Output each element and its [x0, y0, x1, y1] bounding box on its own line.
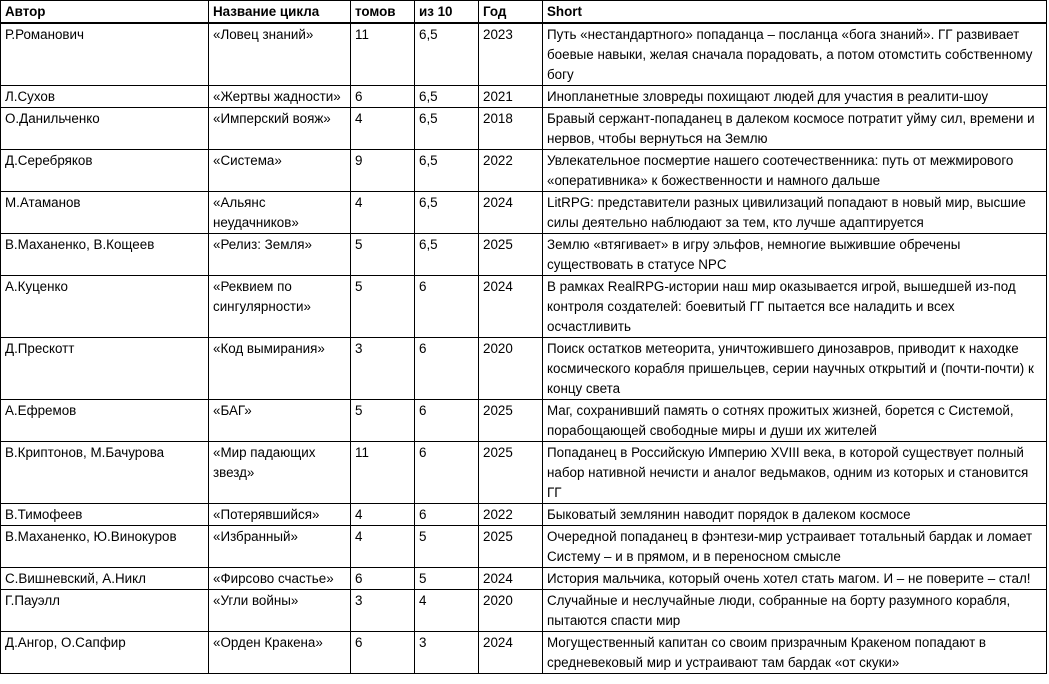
table-row: [1, 526, 1047, 568]
cell-title[interactable]: «БАГ»: [209, 400, 351, 442]
cell-volumes[interactable]: 5: [351, 276, 415, 338]
cell-short[interactable]: История мальчика, который очень хотел стать магом. И – не поверите – стал!: [543, 568, 1047, 590]
header-score[interactable]: из 10: [415, 1, 479, 24]
cell-title[interactable]: «Потерявшийся»: [209, 504, 351, 526]
cell-volumes[interactable]: 5: [351, 234, 415, 276]
cell-short[interactable]: Маг, сохранивший память о сотнях прожитых жизней, борется с Системой, порабощающей свободные миры и души их жителей: [543, 400, 1047, 442]
cell-score[interactable]: 6: [415, 276, 479, 338]
cell-score[interactable]: 6,5: [415, 234, 479, 276]
table-row: [1, 108, 1047, 150]
cell-short[interactable]: Попаданец в Российскую Империю XVIII века, в которой существует полный набор нативной нечисти и аналог ведьмаков, одним из которых и становится ГГ: [543, 442, 1047, 504]
cell-title[interactable]: «Альянс неудачников»: [209, 192, 351, 234]
cell-year[interactable]: 2020: [479, 338, 543, 400]
cell-short[interactable]: Могущественный капитан со своим призрачным Кракеном попадают в средневековый мир и устраивают там бардак «от скуки»: [543, 632, 1047, 674]
cell-short[interactable]: Землю «втягивает» в игру эльфов, немногие выжившие обречены существовать в статусе NPC: [543, 234, 1047, 276]
cell-volumes[interactable]: 3: [351, 338, 415, 400]
cell-volumes[interactable]: 4: [351, 526, 415, 568]
table-row: [1, 234, 1047, 276]
cell-year[interactable]: 2022: [479, 504, 543, 526]
cell-year[interactable]: 2024: [479, 632, 543, 674]
cell-short[interactable]: Очередной попаданец в фэнтези-мир устраивает тотальный бардак и ломает Систему – и в прямом, и в переносном смысле: [543, 526, 1047, 568]
cell-title[interactable]: «Фирсово счастье»: [209, 568, 351, 590]
cell-volumes[interactable]: 5: [351, 400, 415, 442]
cell-score[interactable]: 6: [415, 442, 479, 504]
cell-short[interactable]: Инопланетные зловреды похищают людей для участия в реалити-шоу: [543, 86, 1047, 108]
cell-title[interactable]: «Угли войны»: [209, 590, 351, 632]
cell-title[interactable]: «Жертвы жадности»: [209, 86, 351, 108]
cell-title[interactable]: «Релиз: Земля»: [209, 234, 351, 276]
cell-volumes[interactable]: 6: [351, 568, 415, 590]
cell-score[interactable]: 6,5: [415, 86, 479, 108]
header-year[interactable]: Год: [479, 1, 543, 24]
cell-author[interactable]: В.Тимофеев: [1, 504, 209, 526]
cell-year[interactable]: 2025: [479, 526, 543, 568]
cell-title[interactable]: «Имперский вояж»: [209, 108, 351, 150]
cell-volumes[interactable]: 6: [351, 86, 415, 108]
header-volumes[interactable]: томов: [351, 1, 415, 24]
cell-score[interactable]: 6,5: [415, 192, 479, 234]
cell-year[interactable]: 2024: [479, 276, 543, 338]
table-row: [1, 442, 1047, 504]
cell-year[interactable]: 2025: [479, 442, 543, 504]
cell-author[interactable]: О.Данильченко: [1, 108, 209, 150]
cell-year[interactable]: 2025: [479, 234, 543, 276]
cell-author[interactable]: В.Криптонов, М.Бачурова: [1, 442, 209, 504]
table-row: [1, 86, 1047, 108]
table-row: [1, 276, 1047, 338]
cell-author[interactable]: В.Маханенко, В.Кощеев: [1, 234, 209, 276]
cell-author[interactable]: Д.Ангор, О.Сапфир: [1, 632, 209, 674]
table-body: [1, 23, 1047, 674]
cell-score[interactable]: 6,5: [415, 150, 479, 192]
table-row: [1, 590, 1047, 632]
cell-volumes[interactable]: 9: [351, 150, 415, 192]
cell-short[interactable]: Увлекательное посмертие нашего соотечественника: путь от межмирового «оперативника» к божественности и намного дальше: [543, 150, 1047, 192]
cell-author[interactable]: Д.Серебряков: [1, 150, 209, 192]
table-row: [1, 568, 1047, 590]
header-row: [1, 1, 1047, 24]
cell-score[interactable]: 3: [415, 632, 479, 674]
table-row: [1, 632, 1047, 674]
cell-year[interactable]: 2020: [479, 590, 543, 632]
table-row: [1, 23, 1047, 86]
cell-score[interactable]: 4: [415, 590, 479, 632]
cell-short[interactable]: Случайные и неслучайные люди, собранные на борту разумного корабля, пытаются спасти мир: [543, 590, 1047, 632]
cell-score[interactable]: 6: [415, 400, 479, 442]
cell-title[interactable]: «Ловец знаний»: [209, 23, 351, 86]
cell-title[interactable]: «Орден Кракена»: [209, 632, 351, 674]
cell-title[interactable]: «Реквием по сингулярности»: [209, 276, 351, 338]
cell-author[interactable]: Р.Романович: [1, 23, 209, 86]
cell-title[interactable]: «Система»: [209, 150, 351, 192]
cell-year[interactable]: 2018: [479, 108, 543, 150]
cell-volumes[interactable]: 4: [351, 504, 415, 526]
cell-score[interactable]: 5: [415, 568, 479, 590]
cell-title[interactable]: «Мир падающих звезд»: [209, 442, 351, 504]
cell-author[interactable]: М.Атаманов: [1, 192, 209, 234]
cell-score[interactable]: 6,5: [415, 23, 479, 86]
cell-year[interactable]: 2023: [479, 23, 543, 86]
header-short[interactable]: Short: [543, 1, 1047, 24]
cell-year[interactable]: 2022: [479, 150, 543, 192]
cell-volumes[interactable]: 11: [351, 442, 415, 504]
cell-year[interactable]: 2024: [479, 192, 543, 234]
cell-score[interactable]: 6: [415, 504, 479, 526]
cell-author[interactable]: Д.Прескотт: [1, 338, 209, 400]
cell-score[interactable]: 6: [415, 338, 479, 400]
header-author[interactable]: Автор: [1, 1, 209, 24]
table-row: [1, 338, 1047, 400]
header-title[interactable]: Название цикла: [209, 1, 351, 24]
table-row: [1, 150, 1047, 192]
cell-volumes[interactable]: 11: [351, 23, 415, 86]
cell-author[interactable]: Л.Сухов: [1, 86, 209, 108]
cell-author[interactable]: А.Куценко: [1, 276, 209, 338]
cell-author[interactable]: Г.Пауэлл: [1, 590, 209, 632]
cell-author[interactable]: В.Маханенко, Ю.Винокуров: [1, 526, 209, 568]
cell-title[interactable]: «Избранный»: [209, 526, 351, 568]
cell-score[interactable]: 5: [415, 526, 479, 568]
table-row: [1, 504, 1047, 526]
cell-year[interactable]: 2024: [479, 568, 543, 590]
table-row: [1, 400, 1047, 442]
cell-short[interactable]: Быковатый землянин наводит порядок в далеком космосе: [543, 504, 1047, 526]
cell-short[interactable]: Бравый сержант-попаданец в далеком космосе потратит уйму сил, времени и нервов, чтобы вернуться на Землю: [543, 108, 1047, 150]
table-row: [1, 192, 1047, 234]
cell-short[interactable]: LitRPG: представители разных цивилизаций попадают в новый мир, высшие силы деятельно наблюдают за тем, кто лучше адаптируется: [543, 192, 1047, 234]
cell-short[interactable]: Поиск остатков метеорита, уничтожившего динозавров, приводит к находке космического корабля пришельцев, серии научных открытий и (почти-почти) к концу света: [543, 338, 1047, 400]
cell-volumes[interactable]: 3: [351, 590, 415, 632]
cell-year[interactable]: 2021: [479, 86, 543, 108]
cell-short[interactable]: Путь «нестандартного» попаданца – посланца «бога знаний». ГГ развивает боевые навыки, желая сначала порадовать, а потом отомстить собственному богу: [543, 23, 1047, 86]
cell-volumes[interactable]: 4: [351, 192, 415, 234]
cell-volumes[interactable]: 4: [351, 108, 415, 150]
cell-year[interactable]: 2025: [479, 400, 543, 442]
cell-short[interactable]: В рамках RealRPG-истории наш мир оказывается игрой, вышедшей из-под контроля создателей: боевитый ГГ пытается все наладить и всех осчастливить: [543, 276, 1047, 338]
cell-title[interactable]: «Код вымирания»: [209, 338, 351, 400]
cell-author[interactable]: А.Ефремов: [1, 400, 209, 442]
cell-score[interactable]: 6,5: [415, 108, 479, 150]
cell-volumes[interactable]: 6: [351, 632, 415, 674]
cell-author[interactable]: С.Вишневский, А.Никл: [1, 568, 209, 590]
